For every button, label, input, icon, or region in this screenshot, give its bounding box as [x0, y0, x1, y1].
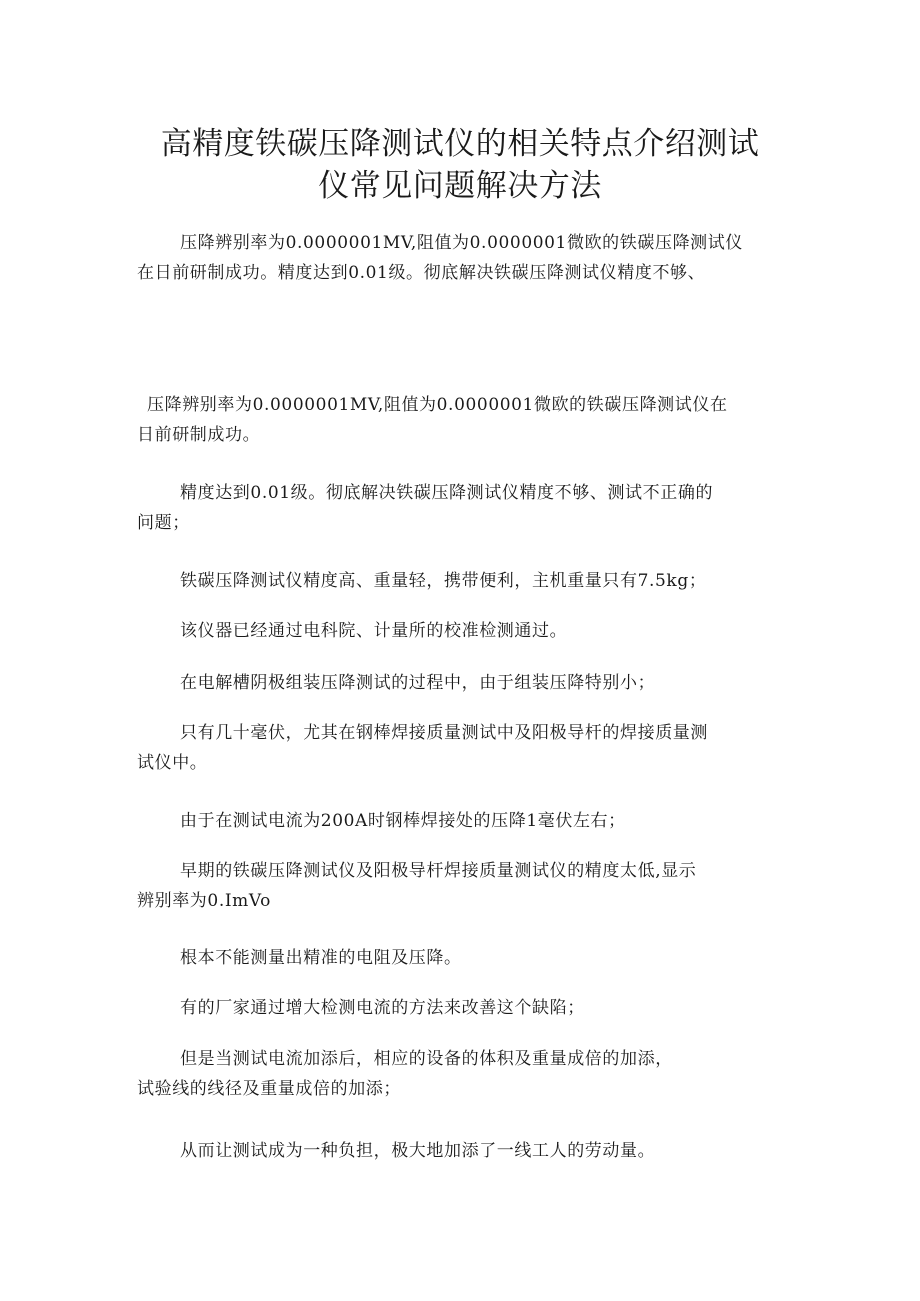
document-title-line-1: 高精度铁碳压降测试仪的相关特点介绍测试	[160, 126, 760, 162]
document-title-line-2: 仪常见问题解决方法	[318, 168, 602, 204]
paragraph-8	[137, 856, 797, 916]
paragraph-line: 有的厂家通过增大检测电流的方法来改善这个缺陷；	[180, 998, 585, 1018]
paragraph-4	[137, 616, 797, 646]
paragraph-line: 只有几十毫伏，尤其在钢棒焊接质量测试中及阳极导杆的焊接质量测	[180, 723, 708, 743]
paragraph-line: 试验线的线径及重量成倍的加添；	[137, 1079, 401, 1099]
intro-line-1: 压降辨别率为0.0000001MV,阻值为0.0000001微欧的铁碳压降测试仪	[180, 233, 743, 253]
paragraph-line: 由于在测试电流为200A时钢棒焊接处的压降1毫伏左右；	[180, 811, 626, 831]
paragraph-line: 试仪中。	[137, 753, 208, 773]
paragraph-1	[137, 390, 797, 450]
paragraph-line: 压降辨别率为0.0000001MV,阻值为0.0000001微欧的铁碳压降测试仪在	[147, 395, 728, 415]
paragraph-line: 该仪器已经通过电科院、计量所的校准检测通过。	[180, 621, 568, 641]
paragraph-12	[137, 1136, 797, 1166]
paragraph-11	[137, 1044, 797, 1104]
paragraph-line: 辨别率为0.ImVo	[137, 891, 272, 911]
intro-paragraph	[137, 228, 797, 288]
paragraph-6	[137, 718, 797, 778]
paragraph-line: 日前研制成功。	[137, 425, 261, 445]
paragraph-line: 在电解槽阴极组装压降测试的过程中，由于组装压降特别小；	[180, 673, 656, 693]
paragraph-line: 精度达到0.01级。彻底解决铁碳压降测试仪精度不够、测试不正确的	[180, 483, 714, 503]
intro-line-2: 在日前研制成功。精度达到0.01级。彻底解决铁碳压降测试仪精度不够、	[137, 263, 706, 283]
paragraph-9	[137, 943, 797, 973]
paragraph-line: 根本不能测量出精准的电阻及压降。	[180, 948, 462, 968]
paragraph-10	[137, 993, 797, 1023]
paragraph-line: 早期的铁碳压降测试仪及阳极导杆焊接质量测试仪的精度太低,显示	[180, 861, 697, 881]
paragraph-line: 但是当测试电流加添后，相应的设备的体积及重量成倍的加添，	[180, 1049, 673, 1069]
paragraph-line: 从而让测试成为一种负担，极大地加添了一线工人的劳动量。	[180, 1141, 656, 1161]
paragraph-line: 问题；	[137, 513, 190, 533]
paragraph-7	[137, 806, 797, 836]
paragraph-5	[137, 668, 797, 698]
paragraph-3	[137, 566, 797, 596]
paragraph-2	[137, 478, 797, 538]
paragraph-line: 铁碳压降测试仪精度高、重量轻，携带便利，主机重量只有7.5kg；	[180, 571, 707, 591]
